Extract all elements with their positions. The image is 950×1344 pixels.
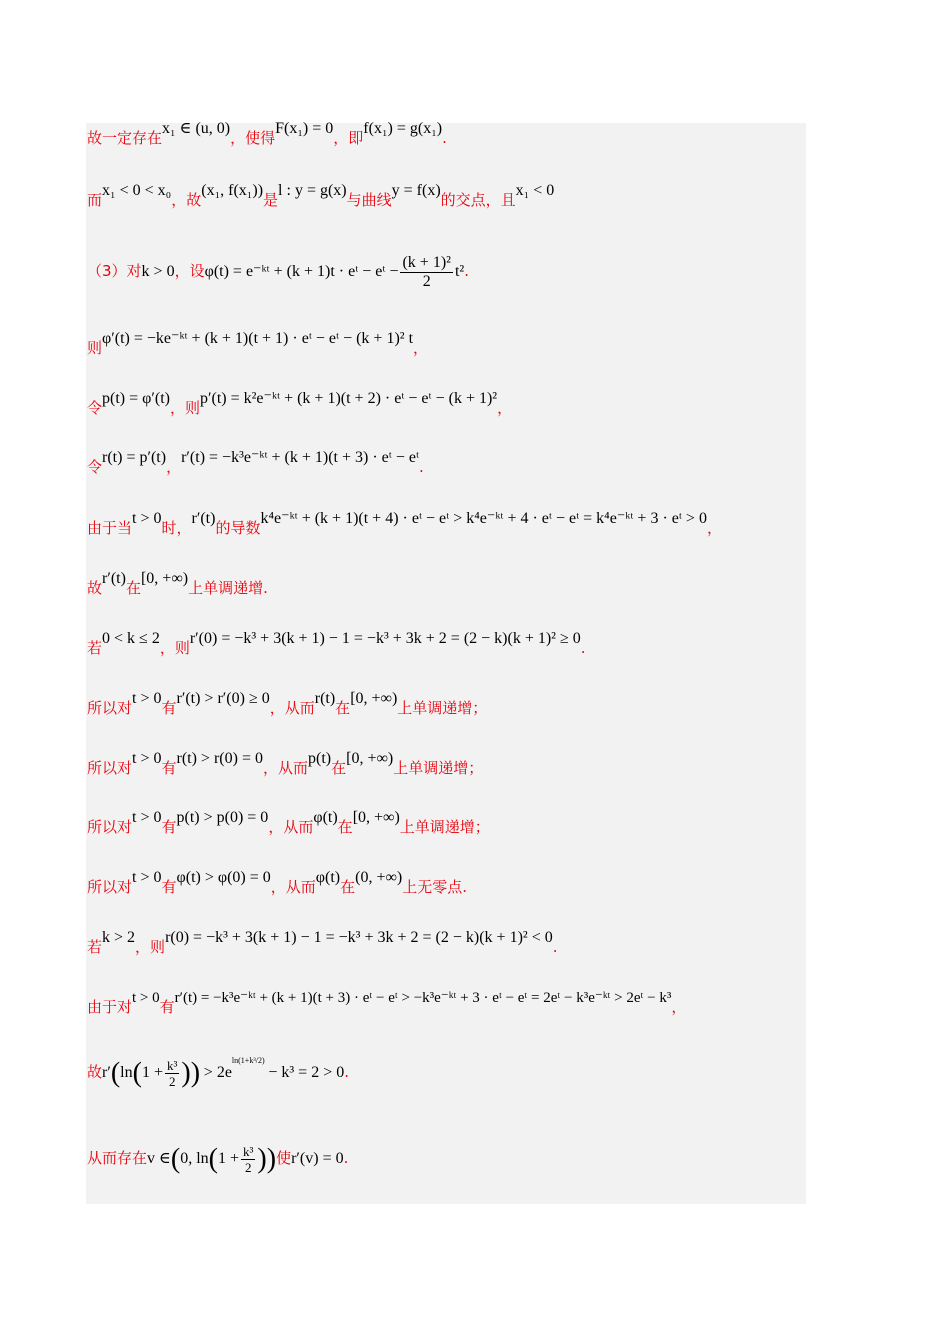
formula: [0, +∞) — [352, 809, 400, 826]
text: 若 — [87, 639, 103, 657]
text: 是 — [263, 191, 279, 209]
formula: y = f(x) — [391, 182, 441, 199]
formula: t > 0 — [132, 510, 162, 527]
line-4 — [87, 330, 429, 359]
formula: 1 + — [217, 1149, 239, 1167]
formula: x₁ < 0 < x₀ — [102, 182, 172, 199]
formula: r′ — [102, 1063, 111, 1081]
formula: φ′(t) = −ke⁻ᵏᵗ + (k + 1)(t + 1) · eᵗ − eᵗ − (k + 1)² t — [102, 330, 414, 347]
formula: r′(t) = −k³e⁻ᵏᵗ + (k + 1)(t + 3) · eᵗ − eᵗ — [181, 449, 420, 466]
formula: φ(t) — [315, 869, 341, 886]
text: 有 — [161, 759, 177, 777]
text: . — [343, 1148, 349, 1167]
denominator: 2 — [244, 1160, 252, 1175]
text: 所以对 — [87, 878, 133, 896]
formula: (x₁, f(x₁)) — [201, 182, 264, 199]
text: . — [580, 639, 586, 657]
formula: r′(t) — [191, 510, 216, 527]
formula: p′(t) = k²e⁻ᵏᵗ + (k + 1)(t + 2) · eᵗ − eᵗ − (k + 1)² — [200, 390, 498, 407]
fraction — [400, 254, 452, 291]
text: ，从而 — [262, 759, 308, 777]
line-2 — [87, 182, 555, 211]
formula: (0, +∞) — [355, 869, 403, 886]
text: 有 — [161, 878, 177, 896]
formula: k > 2 — [102, 929, 136, 946]
paren-open: ( — [110, 1057, 121, 1089]
text: ，则 — [169, 399, 200, 417]
text: 的导数 — [215, 519, 261, 537]
formula: r′(v) = 0 — [291, 1149, 344, 1167]
paren-close: ) — [257, 1143, 267, 1175]
formula: ln — [120, 1063, 133, 1081]
text: （3）对 — [87, 261, 142, 280]
text: ， — [497, 399, 513, 417]
text: ， — [166, 458, 182, 476]
text: 由于对 — [87, 998, 133, 1016]
formula: φ(t) = e⁻ᵏᵗ + (k + 1)t · eᵗ − eᵗ − — [204, 262, 399, 280]
text: 上无零点. — [402, 878, 468, 896]
text: 有 — [161, 818, 177, 836]
text: 从而存在 — [87, 1148, 148, 1167]
line-6 — [87, 449, 424, 478]
numerator: k³ — [243, 1144, 254, 1159]
formula: F(x₁) = 0 — [275, 120, 334, 137]
formula: r(0) = −k³ + 3(k + 1) − 1 = −k³ + 3k + 2 = (2 − k)(k + 1)² < 0 — [165, 929, 553, 946]
text: 由于当 — [87, 519, 133, 537]
text: ， — [706, 519, 722, 537]
formula: t > 0 — [132, 690, 162, 707]
text: 在 — [125, 579, 141, 597]
text: 故 — [87, 579, 103, 597]
formula: 0, ln — [180, 1149, 209, 1167]
line-11 — [87, 750, 484, 779]
text: 有 — [161, 699, 177, 717]
text: . — [442, 129, 447, 147]
text: 则 — [87, 339, 103, 357]
formula: 0 < k ≤ 2 — [102, 630, 160, 647]
formula: p(t) = φ′(t) — [102, 390, 170, 407]
text: 在 — [337, 818, 353, 836]
paren-open: ( — [170, 1143, 181, 1175]
text: ，则 — [135, 938, 166, 956]
formula: k > 0 — [141, 262, 175, 280]
formula: l : y = g(x) — [278, 182, 347, 199]
text: 所以对 — [87, 818, 133, 836]
text: 上单调递增. — [188, 579, 268, 597]
formula: t > 0 — [132, 809, 162, 826]
formula: k⁴e⁻ᵏᵗ + (k + 1)(t + 4) · eᵗ − eᵗ > k⁴e⁻ᵏᵗ + 4 · eᵗ − eᵗ = k⁴e⁻ᵏᵗ + 3 · eᵗ > 0 — [260, 510, 707, 527]
formula: − k³ = 2 > 0 — [268, 1063, 345, 1081]
formula: t² — [454, 262, 465, 280]
formula: r′(t) = −k³e⁻ᵏᵗ + (k + 1)(t + 3) · eᵗ − eᵗ > −k³e⁻ᵏᵗ + 3 · eᵗ − eᵗ = 2eᵗ − k³e⁻ᵏᵗ > 2eᵗ − k³ — [174, 990, 672, 1006]
formula: r′(t) — [102, 570, 126, 587]
text: 若 — [87, 938, 103, 956]
line-13 — [87, 869, 468, 898]
text: 而 — [87, 191, 103, 209]
text: 故一定存在 — [87, 129, 163, 147]
formula: r(t) — [314, 690, 336, 707]
formula: p(t) — [307, 750, 332, 767]
text: ， — [413, 339, 429, 357]
text: . — [464, 261, 469, 280]
line-3 — [87, 254, 469, 291]
text: . — [344, 1062, 350, 1081]
line-14 — [87, 929, 558, 958]
line-9 — [87, 630, 586, 659]
denominator: 2 — [168, 1074, 176, 1089]
text: 使 — [276, 1148, 292, 1167]
formula: 1 + — [141, 1063, 163, 1081]
line-1 — [87, 120, 447, 149]
formula: r′(t) > r′(0) ≥ 0 — [176, 690, 270, 707]
text: 的交点，且 — [440, 191, 516, 209]
text: . — [552, 938, 558, 956]
formula: r′(0) = −k³ + 3(k + 1) − 1 = −k³ + 3k + 2 = (2 − k)(k + 1)² ≥ 0 — [189, 630, 581, 647]
text: . — [419, 458, 424, 476]
formula: f(x₁) = g(x₁) — [363, 120, 443, 137]
line-8 — [87, 570, 268, 599]
formula: [0, +∞) — [140, 570, 189, 587]
text: 有 — [159, 998, 175, 1016]
formula: φ(t) — [313, 809, 338, 826]
formula: > 2e — [203, 1063, 232, 1081]
formula: [0, +∞) — [346, 750, 394, 767]
line-5 — [87, 390, 513, 419]
text: 时， — [161, 519, 192, 537]
formula: x₁ ∈ (u, 0) — [162, 120, 231, 137]
text: 上单调递增； — [393, 759, 484, 777]
numerator: (k + 1)² — [402, 254, 451, 271]
text: 在 — [335, 699, 351, 717]
text: ，从而 — [268, 818, 314, 836]
text: ，设 — [174, 261, 205, 280]
line-17 — [87, 1144, 348, 1175]
text: 令 — [87, 458, 103, 476]
denominator: 2 — [422, 273, 431, 290]
numerator: k³ — [166, 1058, 178, 1073]
line-10 — [87, 690, 488, 719]
text: ，从而 — [269, 699, 315, 717]
paren-close: ) — [190, 1057, 201, 1089]
formula: v ∈ — [147, 1149, 171, 1167]
paren-close: ) — [181, 1057, 191, 1089]
formula: t > 0 — [132, 750, 162, 767]
text: 上单调递增； — [399, 818, 490, 836]
text: 故 — [87, 1062, 103, 1081]
line-12 — [87, 809, 490, 838]
formula: t > 0 — [132, 869, 162, 886]
formula: φ(t) > φ(0) = 0 — [176, 869, 271, 886]
text: ， — [671, 998, 687, 1016]
text: 与曲线 — [346, 191, 392, 209]
text: ，故 — [171, 191, 202, 209]
formula: x₁ < 0 — [515, 182, 555, 199]
paren-open: ( — [208, 1143, 218, 1175]
formula: r(t) > r(0) = 0 — [176, 750, 263, 767]
text: 令 — [87, 399, 103, 417]
fraction — [241, 1144, 255, 1175]
text: ，从而 — [270, 878, 316, 896]
text: 在 — [331, 759, 347, 777]
formula: t > 0 — [132, 990, 160, 1006]
line-16 — [87, 1055, 350, 1089]
text: ，使得 — [230, 129, 276, 147]
formula: p(t) > p(0) = 0 — [176, 809, 269, 826]
paren-open: ( — [132, 1057, 142, 1089]
text: 在 — [340, 878, 356, 896]
line-7 — [87, 510, 722, 539]
formula: [0, +∞) — [350, 690, 398, 707]
text: 所以对 — [87, 699, 133, 717]
formula: r(t) = p′(t) — [102, 449, 167, 466]
exponent: ln(1+k³/2) — [231, 1055, 265, 1065]
text: ，即 — [333, 129, 364, 147]
fraction — [165, 1058, 179, 1089]
text: 上单调递增； — [397, 699, 488, 717]
line-15 — [87, 990, 687, 1019]
paren-close: ) — [266, 1143, 277, 1175]
text: ，则 — [159, 639, 190, 657]
text: 所以对 — [87, 759, 133, 777]
